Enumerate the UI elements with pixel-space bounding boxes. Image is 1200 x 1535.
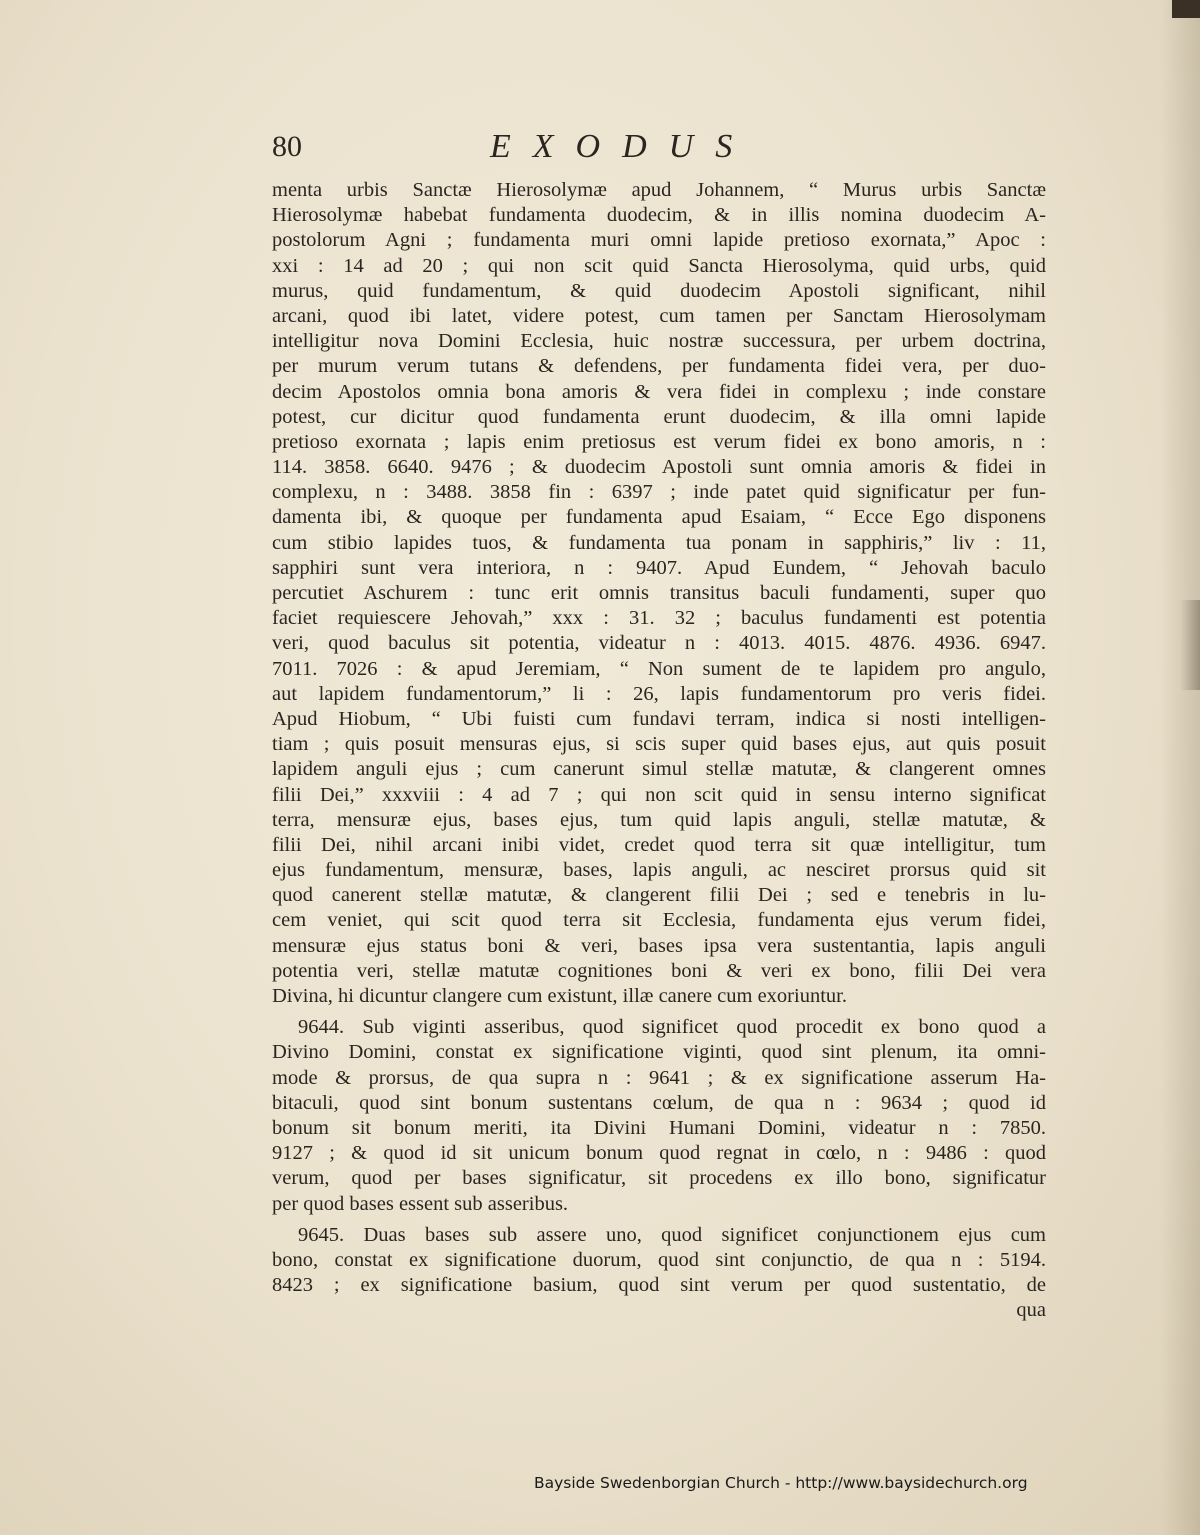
body-text: [272, 178, 1046, 1323]
text-line: terra, mensuræ ejus, bases ejus, tum quid lapis anguli, stellæ matutæ, &: [272, 808, 1046, 831]
paragraph-9644-start: 9644. Sub viginti asseribus, quod significet quod procedit ex bono quod a: [298, 1016, 1046, 1039]
page-edge-shadow: [1160, 0, 1200, 1535]
text-line: verum, quod per bases significatur, sit procedens ex illo bono, significatur: [272, 1167, 1046, 1190]
text-line: xxi : 14 ad 20 ; qui non scit quid Sancta Hierosolyma, quid urbs, quid: [272, 254, 1046, 277]
text-line: 9127 ; & quod id sit unicum bonum quod regnat in cœlo, n : 9486 : quod: [272, 1142, 1046, 1165]
paragraph-9645-start: 9645. Duas bases sub assere uno, quod significet conjunctionem ejus cum: [298, 1223, 1046, 1246]
text-line: bonum sit bonum meriti, ita Divini Humani Domini, videatur n : 7850.: [272, 1116, 1046, 1139]
text-line: bono, constat ex significatione duorum, quod sint conjunctio, de qua n : 5194.: [272, 1248, 1046, 1271]
text-line: potest, cur dicitur quod fundamenta erunt duodecim, & illa omni lapide: [272, 405, 1046, 428]
text-line: filii Dei,” xxxviii : 4 ad 7 ; qui non scit quid in sensu interno significat: [272, 783, 1046, 806]
text-line: mensuræ ejus status boni & veri, bases ipsa vera sustentantia, lapis anguli: [272, 934, 1046, 957]
text-line: potentia veri, stellæ matutæ cognitiones boni & veri ex bono, filii Dei vera: [272, 959, 1046, 982]
text-line: decim Apostolos omnia bona amoris & vera fidei in complexu ; inde constare: [272, 380, 1046, 403]
text-line: arcani, quod ibi latet, videre potest, cum tamen per Sanctam Hierosolymam: [272, 304, 1046, 327]
page-header: [272, 128, 1052, 168]
text-line: sapphiri sunt vera interiora, n : 9407. Apud Eundem, “ Jehovah baculo: [272, 556, 1046, 579]
text-line: complexu, n : 3488. 3858 fin : 6397 ; inde patet quid significatur per fun-: [272, 481, 1046, 504]
text-line: 114. 3858. 6640. 9476 ; & duodecim Apostoli sunt omnia amoris & fidei in: [272, 456, 1046, 479]
text-line: cem veniet, qui scit quod terra sit Ecclesia, fundamenta ejus verum fidei,: [272, 909, 1046, 932]
text-line: 8423 ; ex significatione basium, quod sint verum per quod sustentatio, de: [272, 1274, 1046, 1297]
text-line: bitaculi, quod sint bonum sustentans cœlum, de qua n : 9634 ; quod id: [272, 1091, 1046, 1114]
text-line: intelligitur nova Domini Ecclesia, huic nostræ successura, per urbem doctrina,: [272, 330, 1046, 353]
text-line: Divina, hi dicuntur clangere cum existunt, illæ canere cum exoriuntur.: [272, 985, 847, 1007]
text-line: murus, quid fundamentum, & quid duodecim Apostoli significant, nihil: [272, 279, 1046, 302]
text-line: percutiet Aschurem : tunc erit omnis transitus baculi fundamenti, super quo: [272, 582, 1046, 604]
text-line: aut lapidem fundamentorum,” li : 26, lapis fundamentorum pro veris fidei.: [272, 682, 1046, 705]
running-head: EXODUS: [490, 128, 755, 165]
scan-corner-mark: [1172, 0, 1200, 18]
text-line: per murum verum tutans & defendens, per fundamenta fidei vera, per duo-: [272, 355, 1046, 378]
footer-watermark: Bayside Swedenborgian Church - http://www.baysidechurch.org: [534, 1474, 1028, 1492]
text-line: damenta ibi, & quoque per fundamenta apud Esaiam, “ Ecce Ego disponens: [272, 506, 1046, 529]
text-line: ejus fundamentum, mensuræ, bases, lapis anguli, ac nesciret prorsus quid sit: [272, 859, 1046, 882]
text-line: Divino Domini, constat ex significatione viginti, quod sint plenum, ita omni-: [272, 1041, 1046, 1064]
text-line: mode & prorsus, de qua supra n : 9641 ; & ex significatione asserum Ha-: [272, 1066, 1046, 1089]
text-line: tiam ; quis posuit mensuras ejus, si scis super quid bases ejus, aut quis posuit: [272, 733, 1046, 756]
text-line: postolorum Agni ; fundamenta muri omni lapide pretioso exornata,” Apoc :: [272, 229, 1046, 252]
catchword: qua: [1016, 1299, 1046, 1322]
text-line: filii Dei, nihil arcani inibi videt, credet quod terra sit quæ intelligitur, tum: [272, 833, 1046, 856]
page-number: 80: [272, 130, 302, 163]
text-line: menta urbis Sanctæ Hierosolymæ apud Johannem, “ Murus urbis Sanctæ: [272, 179, 1046, 201]
text-line: veri, quod baculus sit potentia, videatur n : 4013. 4015. 4876. 4936. 6947.: [272, 632, 1046, 655]
text-line: 7011. 7026 : & apud Jeremiam, “ Non sument de te lapidem pro angulo,: [272, 657, 1046, 680]
text-line: Apud Hiobum, “ Ubi fuisti cum fundavi terram, indica si nosti intelligen-: [272, 707, 1046, 730]
text-line: quod canerent stellæ matutæ, & clangerent filii Dei ; sed e tenebris in lu-: [272, 884, 1046, 907]
text-line: per quod bases essent sub asseribus.: [272, 1192, 569, 1215]
scan-edge-mark: [1180, 600, 1200, 690]
text-line: faciet requiescere Jehovah,” xxx : 31. 32 ; baculus fundamenti est potentia: [272, 607, 1046, 630]
text-line: pretioso exornata ; lapis enim pretiosus est verum fidei ex bono amoris, n :: [272, 430, 1046, 453]
text-line: cum stibio lapides tuos, & fundamenta tua ponam in sapphiris,” liv : 11,: [272, 531, 1046, 554]
text-line: Hierosolymæ habebat fundamenta duodecim, & in illis nomina duodecim A-: [272, 204, 1046, 227]
text-line: lapidem anguli ejus ; cum canerunt simul stellæ matutæ, & clangerent omnes: [272, 758, 1046, 781]
